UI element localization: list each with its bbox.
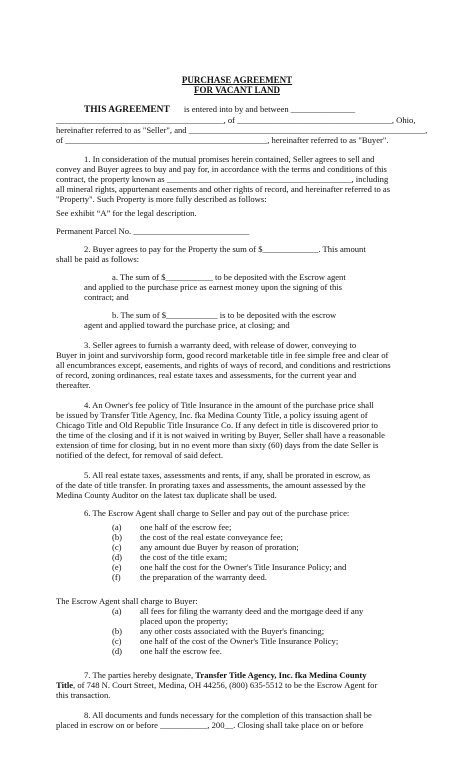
p7-line-3: this transaction. <box>56 690 111 700</box>
intro-line-3: hereinafter referred to as "Seller", and _______________________________________________________, <box>56 125 428 135</box>
intro-line-4: of _______________________________________________, hereinafter referred to as "Buyer". <box>56 135 389 145</box>
p7-line-2 <box>56 680 377 690</box>
buyer-charge-item-text: one half the escrow fee. <box>140 646 222 656</box>
p2-line-2: shall be paid as follows: <box>56 254 140 264</box>
buyer-charge-item-key: (d) <box>112 646 123 656</box>
seller-charge-item-text: the cost of the title exam; <box>140 552 228 562</box>
p4-line-4: the time of the closing and if it is not waived in writing by Buyer, Seller shall have a reasonable <box>56 430 386 440</box>
seller-charge-item-text: one half the cost for the Owner's Title Insurance Policy; and <box>140 562 347 572</box>
buyer-charge-item-key: (c) <box>112 636 122 646</box>
p4-line-6: notified of the defect, for removal of said defect. <box>56 450 224 460</box>
p5-line-1: 5. All real estate taxes, assessments and rents, if any, shall be prorated in escrow, as <box>84 470 371 480</box>
buyer-charge-item-text: any other costs associated with the Buyer's financing; <box>140 626 325 636</box>
buyer-charge-item-key: (b) <box>112 626 123 636</box>
p3-line-2: Buyer in joint and survivorship form, good record marketable title in fee simple free and clear of <box>56 350 389 360</box>
buyer-charges-heading: The Escrow Agent shall charge to Buyer: <box>56 596 198 606</box>
buyer-charge-item-text: all fees for filing the warranty deed and the mortgage deed if any <box>140 606 364 616</box>
p4-line-2: be issued by Transfer Title Agency, Inc. fka Medina County Title, a policy issuing agent of <box>56 410 368 420</box>
seller-charge-item-text: the preparation of the warranty deed. <box>140 572 267 582</box>
p7-escrow-agent-title: Title <box>56 680 74 690</box>
seller-charge-item-key: (f) <box>112 572 121 582</box>
seller-charge-item-text: the cost of the real estate conveyance fee; <box>140 532 283 542</box>
p7-address: , of 748 N. Court Street, Medina, OH 44256, (800) 635-5512 to be the Escrow Agent for <box>73 680 378 690</box>
p1-line-2: convey and Buyer agrees to buy and pay for, in accordance with the terms and conditions of this <box>56 164 387 174</box>
intro-line-1 <box>84 104 418 115</box>
p4-line-1: 4. An Owner's fee policy of Title Insurance in the amount of the purchase price shall <box>84 400 374 410</box>
p8-line-1: 8. All documents and funds necessary for the completion of this transaction shall be <box>84 710 372 720</box>
buyer-charge-item-text: placed upon the property; <box>140 616 229 626</box>
p6-line: 6. The Escrow Agent shall charge to Seller and pay out of the purchase price: <box>84 508 350 518</box>
seller-charge-item-key: (e) <box>112 562 122 572</box>
parcel-number: Permanent Parcel No. ___________________________ <box>56 226 250 236</box>
intro-line-2: _______________________________________, of ____________________________________, Ohio, <box>56 115 416 125</box>
p4-line-3: Chicago Title and Old Republic Title Insurance Co. If any defect in title is discovered prior to <box>56 420 378 430</box>
buyer-charge-item-key: (a) <box>112 606 122 616</box>
p2a-line-2: and applied to the purchase price as earnest money upon the signing of this <box>84 282 342 292</box>
p7-line-1 <box>84 670 367 680</box>
p1-line-1: 1. In consideration of the mutual promises herein contained, Seller agrees to sell and <box>84 154 375 164</box>
p2a-line-3: contract; and <box>84 292 129 302</box>
intro-lead: THIS AGREEMENT <box>84 105 170 115</box>
p4-line-5: extension of time for closing, but in no event more than sixty (60) days from the date Seller is <box>56 440 379 450</box>
seller-charge-item-key: (c) <box>112 542 122 552</box>
p3-line-3: all encumbrances except, easements, and rights of ways of record, and conditions and restrictions <box>56 360 391 370</box>
intro-line-1-rest: is entered into by and between _______________ <box>183 104 356 114</box>
p8-line-2: placed in escrow on or before ___________, 200__. Closing shall take place on or before <box>56 720 364 730</box>
p3-line-4: of record, zoning ordinances, real estate taxes and assessments, for the current year and <box>56 370 357 380</box>
title-line-2: FOR VACANT LAND <box>193 85 280 95</box>
p7-escrow-agent-name: Transfer Title Agency, Inc. fka Medina County <box>195 670 367 680</box>
seller-charge-item-text: any amount due Buyer by reason of proration; <box>140 542 299 552</box>
p1-line-3: contract, the property known as ___________________________________________, including <box>56 174 389 184</box>
p2a-line-1: a. The sum of $___________ to be deposited with the Escrow agent <box>112 272 346 282</box>
p5-line-3: Medina County Auditor on the latest tax duplicate shall be used. <box>56 490 277 500</box>
p2b-line-2: agent and applied toward the purchase price, at closing; and <box>84 320 290 330</box>
seller-charge-item-key: (a) <box>112 522 122 532</box>
p5-line-2: of the date of title transfer. In prorating taxes and assessments, the amount assessed by the <box>56 480 366 490</box>
seller-charge-item-key: (d) <box>112 552 123 562</box>
exhibit-note: See exhibit “A” for the legal description. <box>56 208 197 218</box>
p3-line-1: 3. Seller agrees to furnish a warranty deed, with release of dower, conveying to <box>84 340 357 350</box>
title-line-1: PURCHASE AGREEMENT <box>181 75 293 85</box>
p7-lead: 7. The parties hereby designate, <box>84 670 196 680</box>
p2b-line-1: b. The sum of $____________ is to be deposited with the escrow <box>112 310 337 320</box>
p2-line-1: 2. Buyer agrees to pay for the Property the sum of $_____________. This amount <box>84 244 366 254</box>
p1-line-5: "Property". Such Property is more fully described as follows: <box>56 194 267 204</box>
p3-line-5: thereafter. <box>56 380 91 390</box>
seller-charge-item-key: (b) <box>112 532 123 542</box>
p1-line-4: all mineral rights, appurtenant easements and other rights of record, and hereinafter referred to as <box>56 184 391 194</box>
seller-charge-item-text: one half of the escrow fee; <box>140 522 232 532</box>
buyer-charge-item-text: one half of the cost of the Owner's Title Insurance Policy; <box>140 636 339 646</box>
